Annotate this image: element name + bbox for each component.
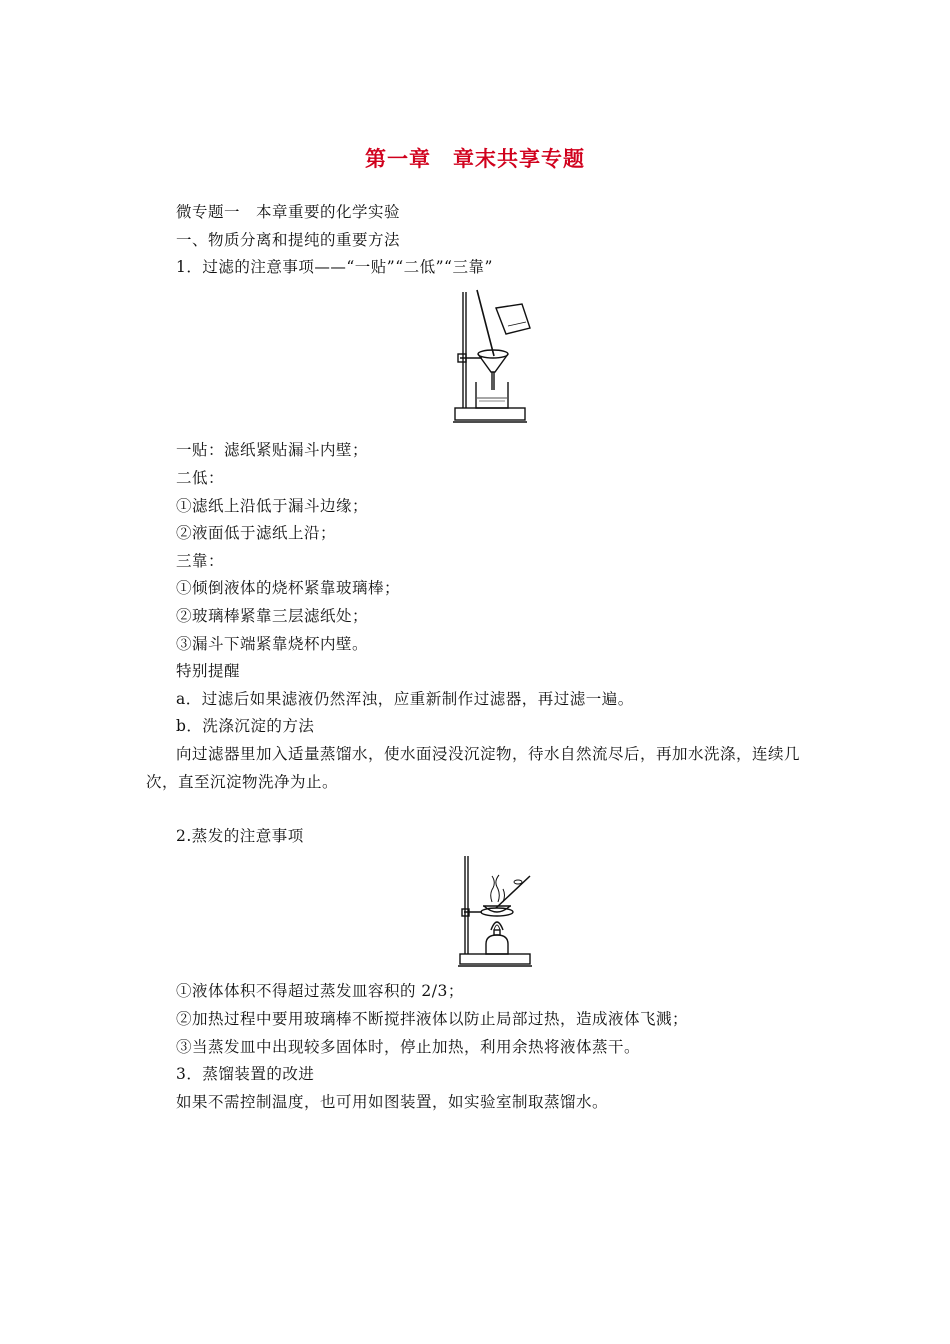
- evaporation-item-1: ①液体体积不得超过蒸发皿容积的 2/3；: [176, 982, 464, 1000]
- filtration-heading: 1．过滤的注意事项——“一贴”“二低”“三靠”: [176, 258, 493, 276]
- distillation-heading: 3．蒸馏装置的改进: [176, 1065, 315, 1083]
- three-lean-item-3: ③漏斗下端紧靠烧杯内壁。: [176, 635, 369, 653]
- filtration-apparatus-figure: [450, 286, 534, 432]
- reminder-a: a．过滤后如果滤液仍然浑浊，应重新制作过滤器，再过滤一遍。: [176, 690, 634, 708]
- three-lean-label: 三靠：: [176, 552, 225, 570]
- section-heading: 一、物质分离和提纯的重要方法: [176, 231, 401, 249]
- three-lean-item-2: ②玻璃棒紧靠三层滤纸处；: [176, 607, 369, 625]
- evaporation-heading: 2.蒸发的注意事项: [176, 827, 304, 845]
- two-low-item-1: ①滤纸上沿低于漏斗边缘；: [176, 497, 369, 515]
- washing-paragraph: 向过滤器里加入适量蒸馏水，使水面浸没沉淀物，待水自然流尽后，再加水洗涤，连续几次，直至沉淀物洗净为止。: [146, 745, 801, 791]
- special-reminder-heading: 特别提醒: [176, 662, 241, 680]
- two-low-item-2: ②液面低于滤纸上沿；: [176, 524, 337, 542]
- evaporation-item-3: ③当蒸发皿中出现较多固体时，停止加热，利用余热将液体蒸干。: [176, 1038, 641, 1056]
- page-title: 第一章 章末共享专题: [365, 146, 585, 171]
- evaporation-item-2: ②加热过程中要用玻璃棒不断搅拌液体以防止局部过热，造成液体飞溅；: [176, 1010, 689, 1028]
- one-stick-text: 一贴：滤纸紧贴漏斗内壁；: [176, 441, 369, 459]
- three-lean-item-1: ①倾倒液体的烧杯紧靠玻璃棒；: [176, 579, 401, 597]
- distillation-text: 如果不需控制温度，也可用如图装置，如实验室制取蒸馏水。: [176, 1093, 609, 1111]
- reminder-b: b．洗涤沉淀的方法: [176, 717, 315, 735]
- evaporation-apparatus-figure: [456, 854, 536, 972]
- micro-topic-heading: 微专题一 本章重要的化学实验: [176, 203, 401, 221]
- two-low-label: 二低：: [176, 469, 225, 487]
